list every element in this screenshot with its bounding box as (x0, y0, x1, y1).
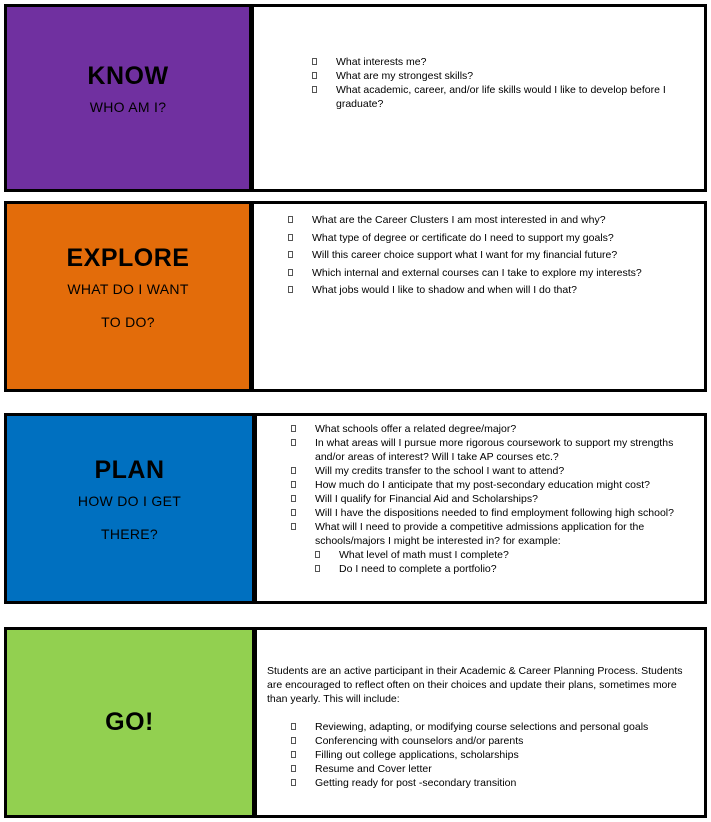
go-activity-list (315, 720, 705, 790)
checkbox-icon (288, 286, 293, 293)
list-item: Filling out college applications, scholarships (315, 748, 705, 762)
plan-question-list (315, 422, 700, 576)
explore-label-panel (7, 204, 249, 389)
list-item: What schools offer a related degree/major? (315, 422, 700, 436)
plan-sub-list (315, 548, 700, 576)
list-item: Getting ready for post -secondary transition (315, 776, 705, 790)
checkbox-icon (288, 234, 293, 241)
list-item: What academic, career, and/or life skills would I like to develop before I graduate? (336, 83, 666, 111)
explore-subtitle-line2: TO DO? (101, 314, 155, 330)
checkbox-icon (312, 58, 317, 65)
checkbox-icon (291, 779, 296, 786)
list-item: Will I qualify for Financial Aid and Scholarships? (315, 492, 700, 506)
checkbox-icon (291, 481, 296, 488)
list-item: How much do I anticipate that my post-secondary education might cost? (315, 478, 700, 492)
know-section (4, 4, 707, 192)
checkbox-icon (288, 269, 293, 276)
checkbox-icon (291, 439, 296, 446)
plan-label-panel (7, 416, 252, 601)
list-item: Which internal and external courses can I take to explore my interests? (312, 265, 711, 283)
checkbox-icon (315, 565, 320, 572)
go-intro-paragraph: Students are an active participant in their Academic & Career Planning Process. Students are encouraged to reflect often on their choices and update their plans, sometimes more than yearly. This will include: (267, 665, 683, 705)
go-section (4, 627, 707, 818)
list-item: What level of math must I complete? (339, 548, 700, 562)
checkbox-icon (288, 251, 293, 258)
checkbox-icon (312, 86, 317, 93)
checkbox-icon (291, 467, 296, 474)
checkbox-icon (291, 495, 296, 502)
plan-content-panel (257, 416, 704, 601)
go-label-panel (7, 630, 252, 815)
know-subtitle: WHO AM I? (89, 99, 167, 115)
list-item: What will I need to provide a competitive admissions application for the schools/majors I might be interested in? for example: What level of math must I complete? Do I need to complete a portfolio? (315, 520, 700, 576)
list-item: Will this career choice support what I want for my financial future? (312, 247, 711, 265)
know-question-list (336, 55, 666, 111)
explore-question-list (312, 212, 711, 300)
list-item: What jobs would I like to shadow and when will I do that? (312, 282, 711, 300)
plan-subtitle-line2: THERE? (100, 526, 159, 542)
list-item: Will my credits transfer to the school I want to attend? (315, 464, 700, 478)
know-title: KNOW (87, 62, 169, 90)
checkbox-icon (291, 737, 296, 744)
list-item: Resume and Cover letter (315, 762, 705, 776)
explore-title: EXPLORE (66, 244, 190, 272)
plan-section (4, 413, 707, 604)
checkbox-icon (291, 765, 296, 772)
go-content-panel (257, 630, 704, 815)
know-label-panel (7, 7, 249, 189)
checkbox-icon (312, 72, 317, 79)
checkbox-icon (291, 723, 296, 730)
list-item: Will I have the dispositions needed to find employment following high school? (315, 506, 700, 520)
list-item: What type of degree or certificate do I need to support my goals? (312, 230, 711, 248)
list-item: Conferencing with counselors and/or parents (315, 734, 705, 748)
know-content-panel (254, 7, 704, 189)
explore-content-panel (254, 204, 704, 389)
list-item: What interests me? (336, 55, 666, 69)
go-title: GO! (105, 708, 154, 736)
checkbox-icon (288, 216, 293, 223)
explore-subtitle-line1: WHAT DO I WANT (67, 281, 189, 297)
list-item: What are the Career Clusters I am most interested in and why? (312, 212, 711, 230)
list-item: What are my strongest skills? (336, 69, 666, 83)
checkbox-icon (315, 551, 320, 558)
list-item: Do I need to complete a portfolio? (339, 562, 700, 576)
explore-section (4, 201, 707, 392)
checkbox-icon (291, 425, 296, 432)
checkbox-icon (291, 751, 296, 758)
list-item: In what areas will I pursue more rigorous coursework to support my strengths and/or areas of interest? Will I take AP courses etc.? (315, 436, 700, 464)
checkbox-icon (291, 509, 296, 516)
list-item: Reviewing, adapting, or modifying course selections and personal goals (315, 720, 705, 734)
plan-title: PLAN (94, 456, 165, 484)
checkbox-icon (291, 523, 296, 530)
plan-subtitle-line1: HOW DO I GET (77, 493, 182, 509)
